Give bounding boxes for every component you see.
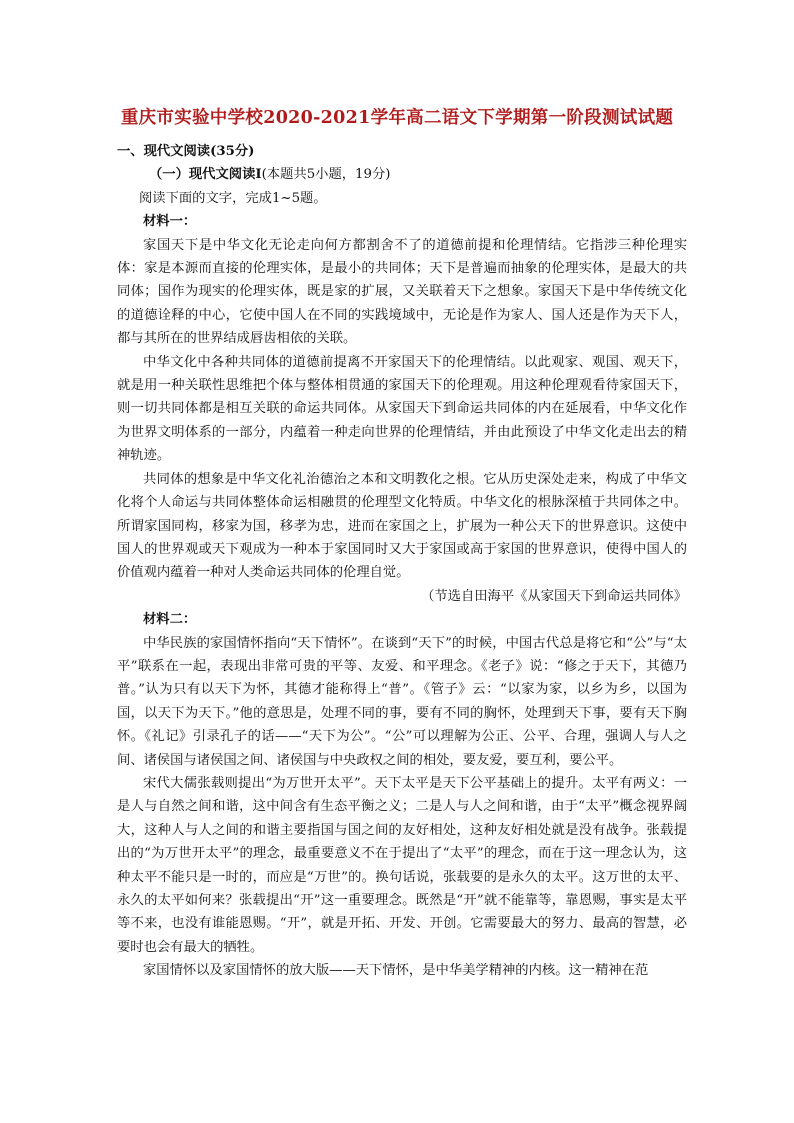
document-title: 重庆市实验中学校2020-2021学年高二语文下学期第一阶段测试试题 [120,108,674,128]
subsection-heading-bold: （一）现代文阅读Ⅰ [149,167,262,183]
material-one-paragraph: 共同体的想象是中华文化礼治德治之本和文明教化之根。它从历史深处走来，构成了中华文化将个人命运与共同体整体命运相融贯的伦理型文化特质。中华文化的根脉深植于共同体之中。所谓家国同构，移家为国，移孝为忠，进而在家国之上，扩展为一种公天下的世界意识。这使中国人的世界观或天下观成为一种本于家国同时又大于家国或高于家国的世界意识，使得中国人的价值观内蕴着一种对人类命运共同体的伦理自觉。 [117,471,687,581]
section-heading: 一、现代文阅读(35分) [117,144,255,159]
material-one-source: （节选自田海平《从家国天下到命运共同体》 [421,588,687,604]
subsection-heading-note: (本题共5小题，19分) [261,167,391,183]
material-one-paragraph: 家国天下是中华文化无论走向何方都割舍不了的道德前提和伦理情结。它指涉三种伦理实体：家是本源而直接的伦理实体，是最小的共同体；天下是普遍而抽象的伦理实体，是最大的共同体；国作为现实的伦理实体，既是家的扩展，又关联着天下之想象。家国天下是中华传统文化的道德诠释的中心，它使中国人在不同的实践境域中，无论是作为家人、国人还是作为天下人，都与其所在的世界结成唇齿相依的关联。 [117,237,687,347]
material-two-label: 材料二： [143,612,197,628]
material-one-label: 材料一： [143,214,197,230]
material-two-paragraph: 家国情怀以及家国情怀的放大版——天下情怀，是中华美学精神的内核。这一精神在范 [143,963,649,979]
reading-instruction: 阅读下面的文字，完成1~5题。 [139,190,327,206]
subsection-heading [117,163,687,186]
material-two-paragraph: 宋代大儒张载则提出“为万世开太平”。天下太平是天下公平基础上的提升。太平有两义：一是人与自然之间和谐，这中间含有生态平衡之义；二是人与人之间和谐，由于“太平”概念视界阔大，这种人与人之间的和谐主要指国与国之间的友好相处，这种友好相处就是没有战争。张载提出的“为万世开太平”的理念，最重要意义不在于提出了“太平”的理念，而在于这一理念认为，这种太平不能只是一时的，而应是“万世”的。换句话说，张载要的是永久的太平。这万世的太平、永久的太平如何来？张载提出“开”这一重要理念。既然是“开”就不能靠等，靠恩赐，事实是太平等不来，也没有谁能恩赐。“开”，就是开拓、开发、开创。它需要最大的努力、最高的智慧，必要时也会有最大的牺牲。 [117,775,687,955]
material-two-paragraph: 中华民族的家国情怀指向“天下情怀”。在谈到“天下”的时候，中国古代总是将它和“公”与“太平”联系在一起，表现出非常可贵的平等、友爱、和平理念。《老子》说：“修之于天下，其德乃普。”认为只有以天下为怀，其德才能称得上“普”。《管子》云：“以家为家，以乡为乡，以国为国，以天下为天下。”他的意思是，处理不同的事，要有不同的胸怀，处理到天下事，要有天下胸怀。《礼记》引录孔子的话——“天下为公”。“公”可以理解为公正、公平、合理，强调人与人之间、诸侯国与诸侯国之间、诸侯国与中央政权之间的相处，要友爱，要互利，要公平。 [117,635,687,768]
document-body [117,140,687,983]
material-one-paragraph: 中华文化中各种共同体的道德前提离不开家国天下的伦理情结。以此观家、观国、观天下，就是用一种关联性思维把个体与整体相贯通的家国天下的伦理观。用这种伦理观看待家国天下，则一切共同体都是相互关联的命运共同体。从家国天下到命运共同体的内在延展看，中华文化作为世界文明体系的一部分，内蕴着一种走向世界的伦理情结，并由此预设了中华文化走出去的精神轨迹。 [117,354,687,464]
